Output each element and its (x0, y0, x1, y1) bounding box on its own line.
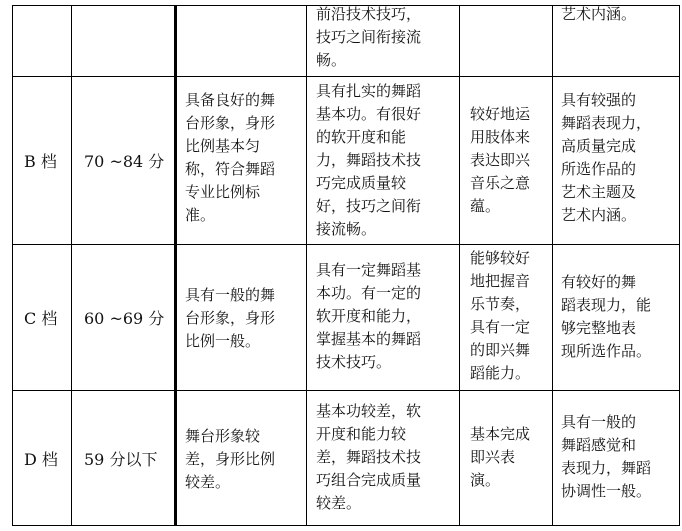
column-divider (306, 5, 307, 526)
row-divider (12, 76, 680, 77)
table-border-right (679, 5, 680, 526)
expression-cell: 具有较强的 舞蹈表现力， 高质量完成 所选作品的 艺术主题及 艺术内涵。 (561, 91, 652, 224)
technique-cell: 具有一定舞蹈基 本功。有一定的 软开度和能力， 掌握基本的舞蹈 技术技巧。 (316, 261, 422, 371)
score-cell: 70 ~84 分 (84, 152, 165, 171)
table-border-left (12, 5, 13, 526)
table-border-bottom (12, 525, 680, 526)
improv-cell: 较好地运 用肢体来 表达即兴 音乐之意 蕴。 (470, 105, 531, 215)
expression-cell: 具有一般的 舞蹈感觉和 表现力，舞蹈 协调性一般。 (561, 413, 652, 500)
improv-cell: 基本完成 即兴表 演。 (470, 425, 531, 489)
score-cell: 59 分以下 (84, 450, 158, 469)
grade-cell: D 档 (24, 450, 58, 469)
row-divider (12, 390, 680, 391)
technique-cell: 前沿技术技巧， 技巧之间衔接流 畅。 (316, 5, 422, 69)
column-divider (459, 5, 460, 526)
column-divider (552, 5, 553, 526)
image-cell: 具备良好的舞 台形象，身形 比例基本匀 称，符合舞蹈 专业比例标 准。 (185, 91, 276, 224)
image-cell: 具有一般的舞 台形象，身形 比例一般。 (185, 286, 276, 350)
grade-cell: B 档 (24, 152, 57, 171)
grade-cell: C 档 (24, 309, 58, 328)
expression-cell: 艺术内涵。 (561, 5, 637, 23)
technique-cell: 具有扎实的舞蹈 基本功。有很好 的软开度和能 力，舞蹈技术技 巧完成质量较 好，技巧之间衔 接流畅。 (316, 82, 422, 238)
row-divider (12, 244, 680, 245)
improv-cell: 能够较好 地把握音 乐节奏， 具有一定 的即兴舞 蹈能力。 (470, 249, 531, 382)
column-divider-thick (174, 5, 177, 526)
technique-cell: 基本功较差，软 开度和能力较 差，舞蹈技术技 巧组合完成质量 较差。 (316, 402, 422, 512)
expression-cell: 有较好的舞 蹈表现力，能 够完整地表 现所选作品。 (561, 273, 652, 360)
image-cell: 舞台形象较 差，身形比例 较差。 (185, 427, 276, 491)
column-divider (71, 5, 72, 526)
score-cell: 60 ~69 分 (84, 309, 165, 328)
